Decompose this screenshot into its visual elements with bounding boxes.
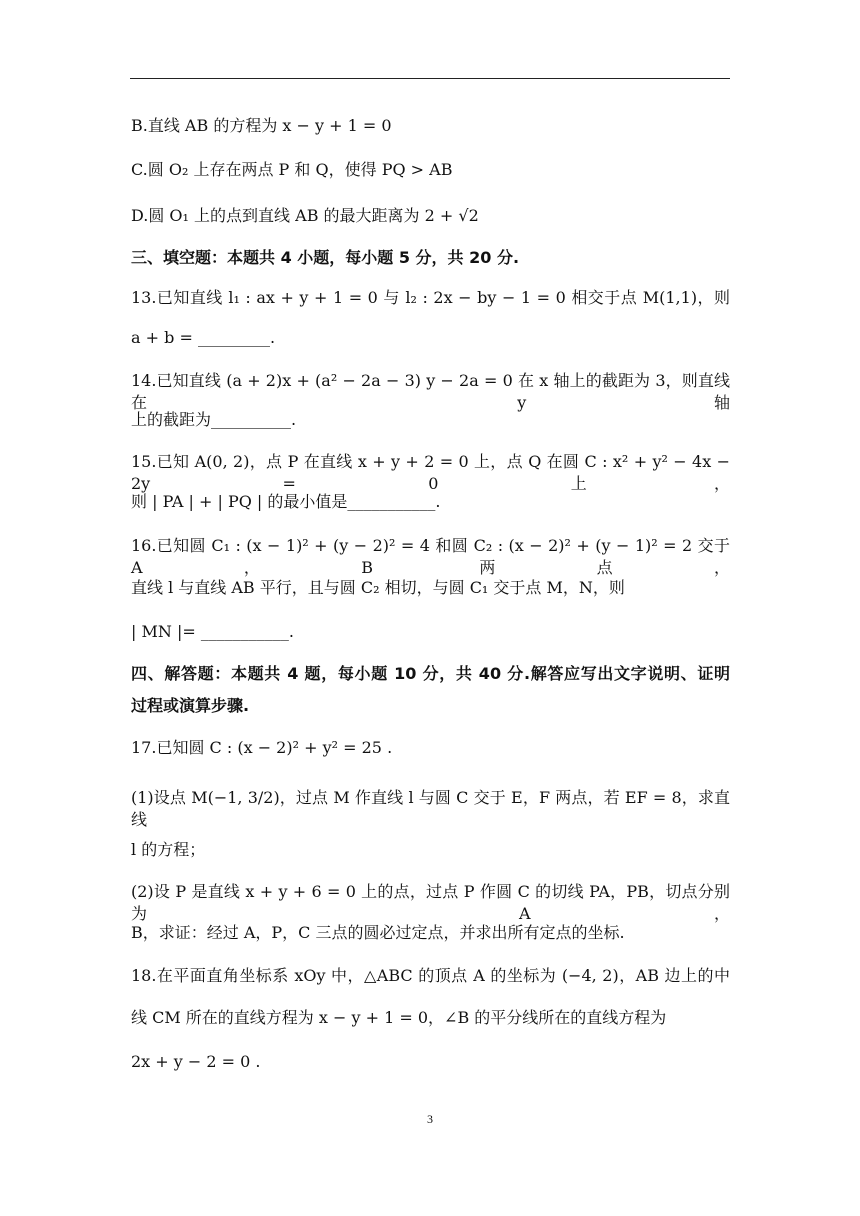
- question-18-line-1: 18.在平面直角坐标系 xOy 中，△ABC 的顶点 A 的坐标为 (−4, 2)，AB 边上的中: [131, 966, 730, 985]
- page-number: 3: [427, 1112, 433, 1126]
- question-17-stem: 17.已知圆 C : (x − 2)² + y² = 25 .: [131, 738, 393, 757]
- question-18-line-2: 线 CM 所在的直线方程为 x − y + 1 = 0，∠B 的平分线所在的直线方程为: [131, 1008, 667, 1027]
- section-heading-4-line-1: 四、解答题：本题共 4 题，每小题 10 分，共 40 分.解答应写出文字说明、证明: [131, 664, 730, 683]
- question-17-part-1-line-2: l 的方程；: [131, 840, 206, 859]
- question-17-part-2-line-2: B，求证：经过 A，P，C 三点的圆必过定点，并求出所有定点的坐标.: [131, 923, 625, 942]
- option-c: C.圆 O₂ 上存在两点 P 和 Q，使得 PQ > AB: [131, 160, 453, 179]
- option-b: B.直线 AB 的方程为 x − y + 1 = 0: [131, 116, 392, 135]
- question-16-line-2: 直线 l 与直线 AB 平行，且与圆 C₂ 相切，与圆 C₁ 交于点 M，N，则: [131, 578, 625, 597]
- section-heading-4-line-2: 过程或演算步骤.: [131, 696, 250, 715]
- section-heading-3: 三、填空题：本题共 4 小题，每小题 5 分，共 20 分.: [131, 248, 520, 267]
- question-16-line-3: | MN |= ___________.: [131, 622, 294, 641]
- question-17-part-2-line-1: (2)设 P 是直线 x + y + 6 = 0 上的点，过点 P 作圆 C 的切线 PA，PB，切点分别为 A，: [131, 882, 730, 923]
- question-13-line-2: a + b = _________.: [131, 328, 276, 347]
- question-16-line-1: 16.已知圆 C₁ : (x − 1)² + (y − 2)² = 4 和圆 C₂ : (x − 2)² + (y − 1)² = 2 交于 A，B 两点，: [131, 536, 730, 577]
- question-14-line-1: 14.已知直线 (a + 2)x + (a² − 2a − 3) y − 2a = 0 在 x 轴上的截距为 3，则直线在 y 轴: [131, 371, 730, 412]
- header-rule: [130, 78, 730, 79]
- question-15-line-1: 15.已知 A(0, 2)，点 P 在直线 x + y + 2 = 0 上，点 Q 在圆 C : x² + y² − 4x − 2y = 0 上，: [131, 452, 730, 493]
- question-15-line-2: 则 | PA | + | PQ | 的最小值是___________.: [131, 492, 441, 511]
- option-d: D.圆 O₁ 上的点到直线 AB 的最大距离为 2 + √2: [131, 206, 479, 225]
- question-18-line-3: 2x + y − 2 = 0 .: [131, 1052, 261, 1071]
- question-14-line-2: 上的截距为__________.: [131, 410, 297, 429]
- question-17-part-1-line-1: (1)设点 M(−1, 3/2)，过点 M 作直线 l 与圆 C 交于 E，F 两点，若 EF = 8，求直线: [131, 788, 730, 829]
- question-13-line-1: 13.已知直线 l₁ : ax + y + 1 = 0 与 l₂ : 2x − by − 1 = 0 相交于点 M(1,1)，则: [131, 288, 730, 307]
